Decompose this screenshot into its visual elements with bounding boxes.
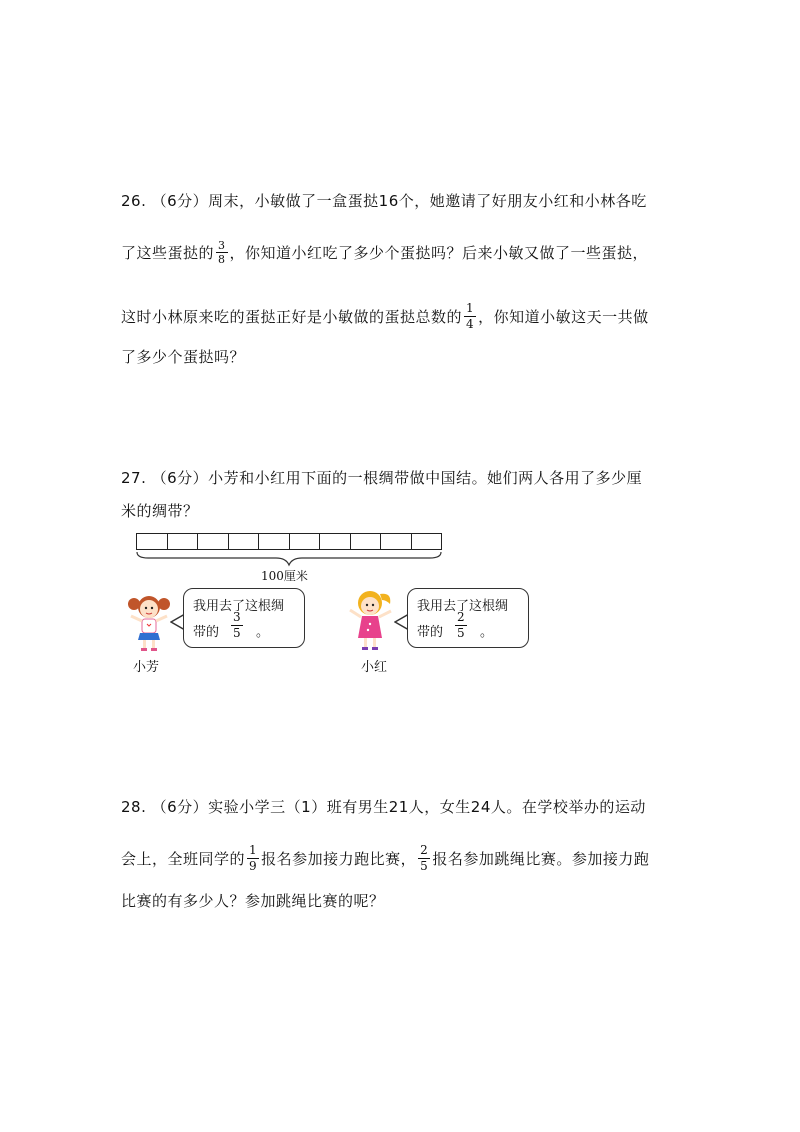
q26-text-3a: 这时小林原来吃的蛋挞正好是小敏做的蛋挞总数的: [121, 308, 463, 326]
girl-xiaofang-name: 小芳: [133, 660, 160, 675]
speech-bubble-xiaohong: [407, 588, 529, 648]
speech-line-2: [417, 610, 494, 640]
ribbon-segment: [351, 534, 382, 549]
fraction-denominator: 5: [233, 626, 241, 640]
fraction-numerator: 2: [457, 610, 465, 624]
speech-end-mark: 。: [256, 625, 270, 640]
q26-line-4: 了多少个蛋挞吗？: [121, 348, 246, 366]
fraction-3-5: [231, 610, 243, 641]
ribbon-segment: [290, 534, 321, 549]
girl-xiaohong-name: 小红: [361, 660, 388, 675]
fraction-numerator: 3: [218, 239, 226, 252]
ribbon-segment: [168, 534, 199, 549]
speech-line-1: 我用去了这根绸: [193, 599, 285, 614]
speech-line-2: [193, 610, 270, 640]
q28-fraction-2-5: [418, 843, 430, 874]
fraction-denominator: 5: [457, 626, 465, 640]
q26-fraction-3-8: [216, 239, 228, 266]
girl-xiaofang-illustration: [126, 592, 172, 654]
q27-line-2: 米的绸带？: [121, 502, 199, 520]
speech-text: 带的: [193, 625, 220, 640]
speech-bubble-xiaofang: [183, 588, 305, 648]
fraction-denominator: 5: [420, 859, 429, 873]
q26-line-2: [121, 240, 648, 267]
speech-text: 带的: [417, 625, 444, 640]
q26-text-2a: 了这些蛋挞的: [121, 244, 215, 262]
q26-text-3b: ，你知道小敏这天一共做: [478, 308, 649, 326]
ribbon-segment: [137, 534, 168, 549]
fraction-numerator: 2: [420, 843, 429, 857]
q26-fraction-1-4: [464, 301, 476, 332]
fraction-2-5: [455, 610, 467, 641]
q28-line-3: 比赛的有多少人？参加跳绳比赛的呢？: [121, 892, 385, 910]
q28-text-2a: 会上，全班同学的: [121, 850, 246, 868]
q28-line-1: 28. （6分）实验小学三（1）班有男生21人，女生24人。在学校举办的运动: [121, 798, 646, 816]
fraction-numerator: 3: [233, 610, 241, 624]
q28-line-2: [121, 844, 649, 875]
ribbon-segment: [381, 534, 412, 549]
ribbon-segment: [412, 534, 442, 549]
fraction-denominator: 4: [466, 317, 475, 331]
ribbon-length-label: 100厘米: [261, 569, 308, 583]
fraction-numerator: 1: [249, 843, 258, 857]
ribbon-brace: [136, 551, 442, 567]
q26-line-3: [121, 302, 649, 333]
q26-line-1: 26. （6分）周末，小敏做了一盒蛋挞16个，她邀请了好朋友小红和小林各吃: [121, 192, 647, 210]
fraction-denominator: 9: [249, 859, 258, 873]
speech-end-mark: 。: [480, 625, 494, 640]
q26-text-2b: ，你知道小红吃了多少个蛋挞吗？后来小敏又做了一些蛋挞，: [229, 244, 649, 262]
fraction-denominator: 8: [218, 253, 226, 266]
ribbon-segment: [198, 534, 229, 549]
ribbon-segment: [229, 534, 260, 549]
speech-line-1: 我用去了这根绸: [417, 599, 509, 614]
ribbon-segment: [320, 534, 351, 549]
q28-fraction-1-9: [247, 843, 259, 874]
q27-line-1: 27. （6分）小芳和小红用下面的一根绸带做中国结。她们两人各用了多少厘: [121, 469, 643, 487]
ribbon-strip: [136, 533, 442, 550]
girl-xiaohong-illustration: [346, 588, 396, 654]
q28-text-2c: 报名参加跳绳比赛。参加接力跑: [432, 850, 650, 868]
fraction-numerator: 1: [466, 301, 475, 315]
ribbon-segment: [259, 534, 290, 549]
q28-text-2b: 报名参加接力跑比赛，: [261, 850, 417, 868]
